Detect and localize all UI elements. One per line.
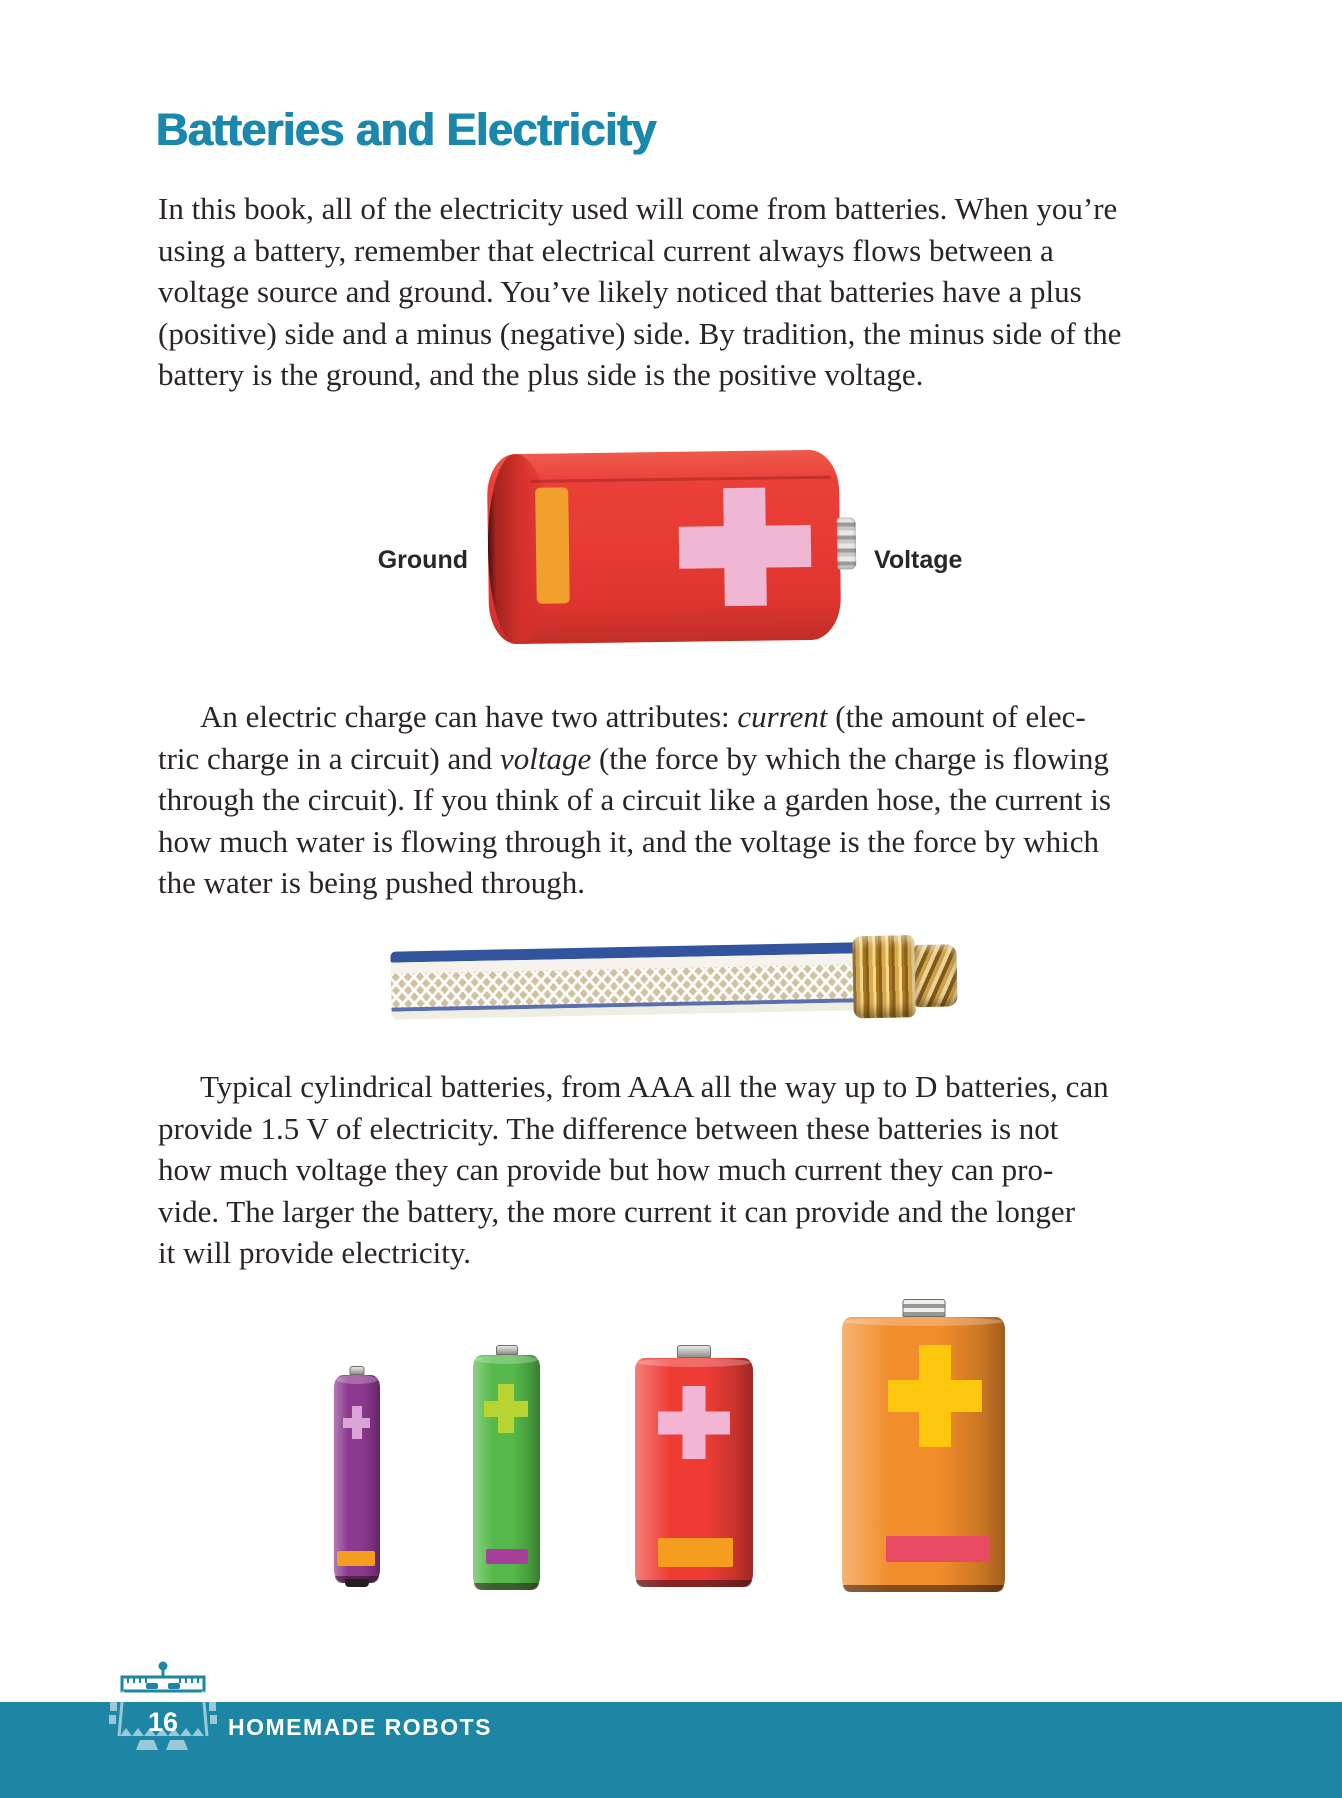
- paragraph-1: [158, 188, 1121, 396]
- positive-terminal: [496, 1345, 518, 1355]
- robot-top: [122, 1662, 204, 1692]
- italic-term: current: [737, 699, 828, 734]
- plus-icon: [343, 1406, 370, 1439]
- ground-label: Ground: [377, 546, 468, 574]
- plus-icon: [888, 1345, 982, 1447]
- italic-term: voltage: [499, 740, 592, 776]
- battery-aa: [473, 1355, 540, 1590]
- minus-stripe-icon: [886, 1536, 990, 1562]
- minus-stripe-icon: [337, 1551, 375, 1566]
- plus-icon: [658, 1386, 730, 1459]
- battery-aaa: [334, 1375, 380, 1583]
- battery-crease: [531, 476, 831, 483]
- robot-eyes: [146, 1683, 180, 1689]
- brass-threaded-tip: [914, 944, 957, 1007]
- text-line: using a battery, remember that electrical current always flows between a: [158, 232, 1054, 268]
- text-line: how much water is flowing through it, and the voltage is the force by which: [158, 823, 1099, 859]
- page-number: 16: [147, 1707, 179, 1737]
- text-line: In this book, all of the electricity used will come from batteries. When you’re: [158, 191, 1118, 226]
- text-line: through the circuit). If you think of a circuit like a garden hose, the current is: [158, 782, 1111, 818]
- garden-hose-photo: [390, 938, 957, 1023]
- hose-body: [390, 940, 861, 1021]
- minus-stripe-icon: [535, 487, 570, 603]
- minus-stripe-icon: [658, 1538, 733, 1567]
- text-line: [158, 738, 1111, 780]
- voltage-label: Voltage: [874, 546, 963, 574]
- text-line: vide. The larger the battery, the more current it can provide and the longer: [158, 1193, 1076, 1229]
- book-title: HOMEMADE ROBOTS: [228, 1714, 492, 1740]
- plus-icon: [678, 487, 812, 607]
- text-segment: tric charge in a circuit) and: [158, 740, 500, 776]
- text-line: battery is the ground, and the plus side is the positive voltage.: [158, 357, 924, 393]
- text-line: voltage source and ground. You’ve likely noticed that batteries have a plus: [158, 274, 1082, 310]
- text-segment: (the force by which the charge is flowing: [591, 740, 1109, 776]
- paragraph-3: [158, 1066, 1109, 1274]
- brass-collar: [852, 935, 916, 1018]
- positive-terminal: [837, 517, 857, 569]
- text-line: how much voltage they can provide but how much current they can pro-: [158, 1152, 1054, 1188]
- minus-stripe-icon: [486, 1549, 528, 1564]
- text-line: provide 1.5 V of electricity. The difference between these batteries is not: [158, 1110, 1059, 1146]
- text-line: [158, 696, 1111, 738]
- battery-c: [635, 1358, 753, 1587]
- positive-terminal: [902, 1299, 945, 1317]
- positive-terminal: [677, 1345, 711, 1358]
- plus-icon: [484, 1384, 528, 1433]
- section-heading: Batteries and Electricity: [156, 104, 657, 155]
- text-segment: An electric charge can have two attributes:: [200, 699, 738, 734]
- text-line: the water is being pushed through.: [158, 865, 586, 901]
- text-line: (positive) side and a minus (negative) side. By tradition, the minus side of the: [158, 315, 1122, 351]
- paragraph-2: [158, 696, 1111, 904]
- text-line: Typical cylindrical batteries, from AAA all the way up to D batteries, can: [200, 1069, 1109, 1104]
- battery-photo: [487, 450, 842, 645]
- battery-d: [842, 1317, 1005, 1592]
- negative-terminal: [345, 1579, 369, 1587]
- positive-terminal: [350, 1366, 365, 1375]
- text-segment: (the amount of elec-: [827, 699, 1086, 734]
- text-line: it will provide electricity.: [158, 1235, 472, 1271]
